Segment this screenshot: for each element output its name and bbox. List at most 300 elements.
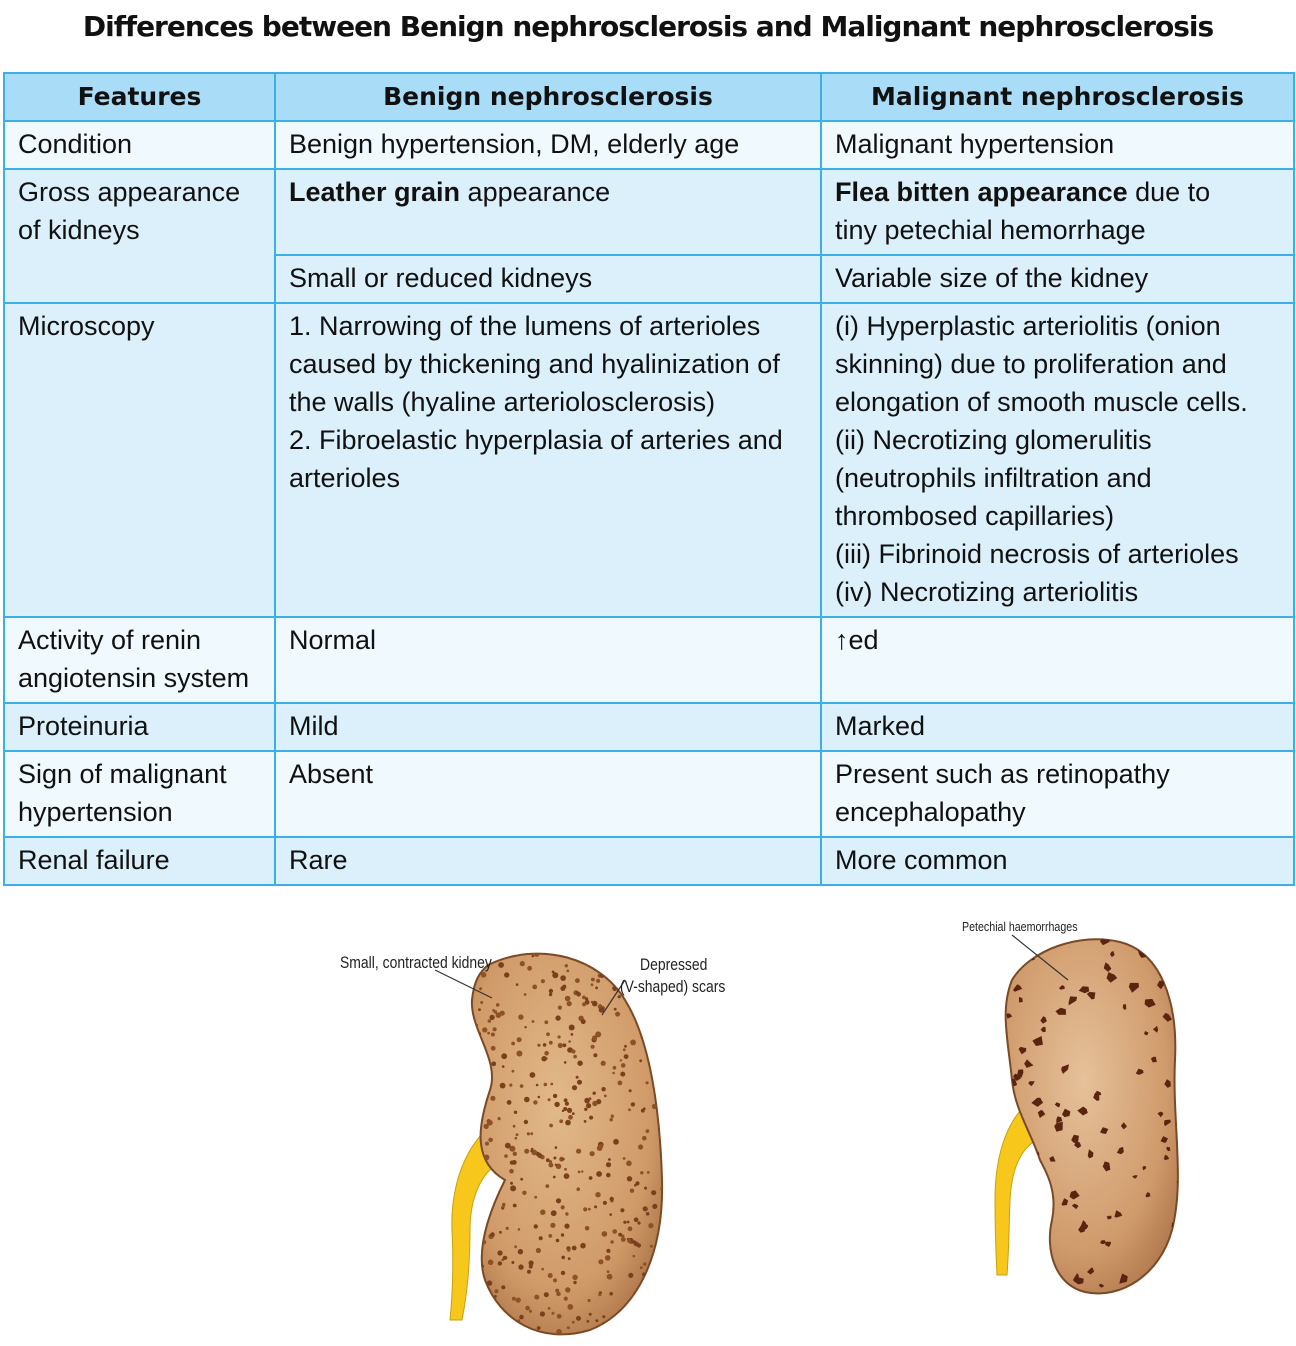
grain-dot [549,989,553,993]
grain-dot [565,1120,571,1126]
kidney-illustrations [0,880,1296,1346]
grain-dot [468,1307,474,1313]
grain-dot [659,1122,665,1128]
grain-dot [529,1310,532,1313]
grain-dot [492,1009,495,1012]
grain-dot [544,1020,548,1024]
feature-microscopy: Microscopy [4,303,275,617]
grain-dot [480,1001,483,1004]
grain-dot [575,953,578,956]
grain-dot [601,1087,605,1091]
grain-dot [610,1240,613,1243]
grain-dot [532,955,535,958]
grain-dot [602,1231,608,1237]
grain-dot [509,1169,514,1174]
petechial-spot [1014,1243,1023,1251]
grain-dot [557,1314,562,1319]
grain-dot [554,1102,559,1107]
grain-dot [565,996,571,1002]
grain-dot [514,1245,517,1248]
grain-dot [516,1133,519,1136]
grain-dot [498,1117,501,1120]
grain-dot [589,1313,592,1316]
grain-dot [633,1338,636,1341]
grain-dot [593,1053,597,1057]
grain-dot [623,1221,626,1224]
grain-dot [615,1012,620,1017]
grain-dot [603,1201,607,1205]
grain-dot [644,1187,647,1190]
malignant-renin-activity: ↑ed [821,617,1294,703]
grain-dot [576,1076,579,1079]
grain-dot [572,1085,577,1090]
grain-dot [566,970,569,973]
grain-dot [573,1055,577,1059]
grain-dot [555,1015,560,1020]
grain-dot [598,1259,603,1264]
grain-dot [618,1081,623,1086]
grain-dot [572,1275,577,1280]
feature-gross-line1: Gross appearance [18,177,241,207]
grain-dot [520,961,525,966]
grain-dot [529,1260,534,1265]
grain-dot [640,1266,643,1269]
grain-dot [499,1231,502,1234]
grain-dot [498,1261,502,1265]
grain-dot [657,1074,662,1079]
label-depressed-scars-line1: Depressed [640,955,708,974]
grain-dot [497,944,502,949]
grain-dot [555,1146,558,1149]
feature-gross-appearance [4,169,275,303]
petechial-spot [1180,1142,1190,1152]
grain-dot [548,1273,553,1278]
grain-dot [464,1334,469,1339]
label-small-contracted-kidney: Small, contracted kidney [340,953,492,972]
grain-dot [578,1171,581,1174]
grain-dot [574,1339,579,1344]
malignant-microscopy-line: (iv) Necrotizing arteriolitis [835,577,1139,607]
grain-dot [545,1184,549,1188]
grain-dot [537,1153,542,1158]
grain-dot [477,1086,480,1089]
malignant-gross-bold: Flea bitten appearance [835,177,1128,207]
grain-dot [471,1216,477,1222]
grain-dot [494,1289,498,1293]
benign-proteinuria: Mild [275,703,821,751]
grain-dot [635,1325,639,1329]
grain-dot [553,1176,556,1179]
grain-dot [599,958,604,963]
grain-dot [544,1051,549,1056]
grain-dot [546,1158,550,1162]
grain-dot [503,1256,507,1260]
grain-dot [553,1094,557,1098]
grain-dot [539,1236,543,1240]
grain-dot [491,1061,496,1066]
grain-dot [633,1255,636,1258]
grain-dot [665,1129,667,1131]
grain-dot [560,975,566,981]
grain-dot [496,1183,499,1186]
grain-dot [591,1001,593,1003]
grain-dot [598,1293,601,1296]
grain-dot [577,1061,582,1066]
grain-dot [541,979,545,983]
grain-dot [571,1049,575,1053]
grain-dot [594,1205,597,1208]
grain-dot [513,1152,517,1156]
grain-dot [599,944,603,948]
grain-dot [463,1138,467,1142]
grain-dot [576,991,579,994]
grain-dot [527,1270,531,1274]
grain-dot [625,953,629,957]
grain-dot [648,1021,654,1027]
grain-dot [584,1108,587,1111]
grain-dot [555,1164,557,1166]
grain-dot [481,1082,484,1085]
grain-dot [652,1204,657,1209]
grain-dot [646,1212,650,1216]
benign-gross-appearance [275,169,821,255]
grain-dot [629,1089,632,1092]
grain-dot [490,1096,495,1101]
grain-dot [665,1113,671,1119]
grain-dot [512,1297,516,1301]
grain-dot [657,1064,663,1070]
grain-dot [637,1298,642,1303]
grain-dot [581,1019,586,1024]
petechial-spot [1034,1197,1044,1208]
grain-dot [509,1084,512,1087]
grain-dot [556,1239,560,1243]
grain-dot [550,1223,555,1228]
grain-dot [587,944,590,947]
petechial-spot [1156,1282,1164,1291]
grain-dot [465,1021,468,1024]
grain-dot [564,1297,568,1301]
grain-dot [653,1287,658,1292]
grain-dot [599,1144,604,1149]
grain-dot [524,1120,528,1124]
malignant-gross-rest: due to [1127,177,1211,207]
table-row-microscopy [4,303,1294,617]
grain-dot [464,1145,467,1148]
grain-dot [613,1066,617,1070]
grain-dot [621,1063,626,1068]
benign-microscopy-line: caused by thickening and hyalinization of [289,349,780,379]
grain-dot [494,1295,497,1298]
grain-dot [606,1249,610,1253]
grain-dot [573,1281,576,1284]
grain-dot [663,1058,666,1061]
grain-dot [510,1161,514,1165]
grain-dot [582,1002,586,1006]
grain-dot [556,1329,562,1335]
grain-dot [525,1306,530,1311]
malignant-gross-appearance [821,169,1294,255]
grain-dot [465,1079,470,1084]
grain-dot [560,986,565,991]
grain-dot [558,1006,562,1010]
grain-dot [464,1117,468,1121]
grain-dot [516,983,519,986]
grain-dot [568,1040,571,1043]
grain-dot [480,1060,485,1065]
table-row-renin-activity [4,617,1294,703]
malignant-microscopy-line: thrombosed capillaries) [835,501,1115,531]
grain-dot [519,1326,521,1328]
grain-dot [664,946,667,949]
grain-dot [589,1116,593,1120]
grain-dot [583,957,587,961]
grain-dot [490,1015,495,1020]
grain-dot [468,1080,472,1084]
grain-dot [549,993,552,996]
grain-dot [659,1073,663,1077]
grain-dot [596,1171,602,1177]
benign-kidney-size: Small or reduced kidneys [275,255,821,303]
grain-dot [577,953,581,957]
malignant-microscopy-line: (neutrophils infiltration and [835,463,1152,493]
table-row-renal-failure [4,837,1294,885]
grain-dot [518,1014,523,1019]
grain-dot [660,1187,664,1191]
grain-dot [543,1043,547,1047]
grain-dot [496,1012,502,1018]
grain-dot [475,1046,479,1050]
grain-dot [646,1081,649,1084]
grain-dot [484,1331,489,1336]
grain-dot [609,1292,613,1296]
grain-dot [530,1072,536,1078]
grain-dot [482,1327,488,1333]
table-row-condition [4,121,1294,169]
grain-dot [485,1142,489,1146]
page-title: Differences between Benign nephrosclerosis and Malignant nephrosclerosis [82,10,1214,43]
grain-dot [649,1291,653,1295]
grain-dot [540,1210,545,1215]
grain-dot [664,1075,670,1081]
label-petechial-haemorrhages: Petechial haemorrhages [962,919,1078,934]
petechial-spot [1172,1247,1180,1256]
grain-dot [479,987,482,990]
grain-dot [606,1162,611,1167]
comparison-table [3,72,1295,886]
malignant-malignant-sign [821,751,1294,837]
malignant-proteinuria: Marked [821,703,1294,751]
label-depressed-scars-line2: (V-shaped) scars [620,977,726,996]
grain-dot [493,1175,497,1179]
grain-dot [504,1154,508,1158]
grain-dot [527,1132,530,1135]
grain-dot [611,1115,614,1118]
grain-dot [475,1233,478,1236]
grain-dot [532,1020,535,1023]
grain-dot [468,1080,471,1083]
malignant-renal-failure: More common [821,837,1294,885]
grain-dot [548,1307,551,1310]
grain-dot [559,1119,563,1123]
benign-renal-failure: Rare [275,837,821,885]
table-row-malignant-sign [4,751,1294,837]
benign-malignant-sign: Absent [275,751,821,837]
grain-dot [551,1210,557,1216]
feature-sign-line2: hypertension [18,797,173,827]
grain-dot [626,1161,632,1167]
grain-dot [621,1237,626,1242]
grain-dot [552,971,555,974]
grain-dot [502,1205,505,1208]
grain-dot [474,1084,478,1088]
grain-dot [506,1227,509,1230]
grain-dot [607,1270,610,1273]
grain-dot [607,1274,613,1280]
grain-dot [463,1068,468,1073]
grain-dot [505,1143,511,1149]
grain-dot [643,1206,648,1211]
grain-dot [567,1304,573,1310]
grain-dot [516,1051,522,1057]
grain-dot [480,1296,483,1299]
grain-dot [655,944,659,948]
grain-dot [514,1111,517,1114]
grain-dot [488,1312,493,1317]
grain-dot [474,945,477,948]
grain-dot [524,1097,530,1103]
grain-dot [606,1173,611,1178]
grain-dot [666,1317,670,1321]
grain-dot [488,1019,492,1023]
grain-dot [601,1061,606,1066]
grain-dot [663,1075,666,1078]
grain-dot [474,1091,478,1095]
grain-dot [520,1178,523,1181]
feature-malignant-sign [4,751,275,837]
grain-dot [660,1282,663,1285]
contracted-kidney-shape [472,954,662,1335]
grain-dot [565,1102,569,1106]
grain-dot [561,1205,565,1209]
grain-dot [537,1044,540,1047]
grain-dot [568,1257,571,1260]
grain-dot [665,1226,670,1231]
grain-dot [610,1118,613,1121]
grain-dot [565,964,568,967]
petechial-spot [1161,968,1165,973]
malignant-kidney-size: Variable size of the kidney [821,255,1294,303]
grain-dot [536,1248,541,1253]
grain-dot [564,1224,569,1229]
grain-dot [635,1181,639,1185]
grain-dot [553,1157,556,1160]
grain-dot [516,1298,521,1303]
grain-dot [502,1065,505,1068]
grain-dot [558,1035,561,1038]
grain-dot [524,1026,526,1028]
feature-gross-line2: of kidneys [18,215,140,245]
grain-dot [630,1189,634,1193]
grain-dot [647,1171,650,1174]
grain-dot [561,1271,565,1275]
grain-dot [552,1312,555,1315]
grain-dot [627,1176,632,1181]
grain-dot [496,1003,500,1007]
grain-dot [598,947,600,949]
grain-dot [596,1319,599,1322]
malignant-microscopy [821,303,1294,617]
grain-dot [661,1005,665,1009]
grain-dot [610,977,613,980]
grain-dot [632,1336,637,1341]
grain-dot [567,1326,570,1329]
grain-dot [534,951,540,957]
grain-dot [536,1084,539,1087]
grain-dot [524,993,527,996]
grain-dot [510,1182,513,1185]
grain-dot [491,1033,495,1037]
grain-dot [494,1312,497,1315]
grain-dot [467,1019,471,1023]
grain-dot [471,1257,477,1263]
grain-dot [585,1226,590,1231]
grain-dot [665,1203,670,1208]
grain-dot [632,1305,635,1308]
grain-dot [610,1197,614,1201]
grain-dot [502,1329,505,1332]
grain-dot [487,1280,492,1285]
grain-dot [660,1262,666,1268]
grain-dot [664,1150,668,1154]
grain-dot [582,996,586,1000]
grain-dot [524,1149,529,1154]
grain-dot [538,1096,541,1099]
grain-dot [504,1318,509,1323]
column-header-malignant: Malignant nephrosclerosis [821,73,1294,121]
grain-dot [630,1040,636,1046]
grain-dot [614,1008,617,1011]
grain-dot [638,1144,643,1149]
grain-dot [646,1129,650,1133]
grain-dot [571,1033,574,1036]
grain-dot [482,1027,487,1032]
malignant-microscopy-line: (iii) Fibrinoid necrosis of arterioles [835,539,1239,569]
feature-proteinuria: Proteinuria [4,703,275,751]
malignant-sign-line1: Present such as retinopathy [835,759,1170,789]
grain-dot [618,1233,622,1237]
grain-dot [544,1292,549,1297]
grain-dot [641,1296,646,1301]
grain-dot [484,1124,489,1129]
grain-dot [487,1075,490,1078]
grain-dot [624,1045,627,1048]
grain-dot [591,1045,595,1049]
grain-dot [513,1125,516,1128]
grain-dot [546,1032,550,1036]
malignant-gross-line2: tiny petechial hemorrhage [835,215,1146,245]
grain-dot [549,1124,553,1128]
grain-dot [520,1084,524,1088]
grain-dot [648,1223,653,1228]
grain-dot [584,1098,590,1104]
feature-renin-line2: angiotensin system [18,663,250,693]
grain-dot [498,962,504,968]
grain-dot [549,1041,553,1045]
grain-dot [567,1108,572,1113]
grain-dot [666,947,669,950]
benign-microscopy-line: 1. Narrowing of the lumens of arterioles [289,311,761,341]
